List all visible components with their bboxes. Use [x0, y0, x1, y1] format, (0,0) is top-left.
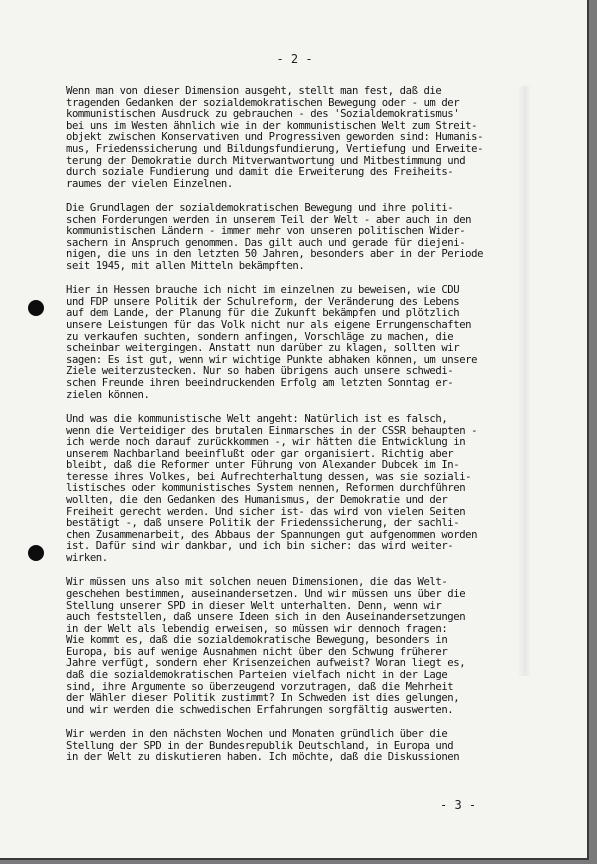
- text-line: auf dem Lande, der Planung für die Zukunft bekämpfen und plötzlich: [66, 308, 460, 320]
- text-line: sachern in Anspruch genommen. Das gilt auch und gerade für diejeni-: [66, 237, 466, 249]
- text-line: bei uns im Westen ähnlich wie in der kommunistischen Welt zum Streit-: [66, 120, 478, 132]
- text-line: nigen, die uns in den letzten 50 Jahren, besonders aber in der Periode: [66, 249, 484, 261]
- text-line: Wir müssen uns also mit solchen neuen Dimensionen, die das Welt-: [66, 577, 448, 589]
- text-line: teresse ihres Volkes, bei Aufrechterhaltung dessen, was sie soziali-: [66, 471, 472, 483]
- paragraph: [66, 285, 536, 401]
- text-line: Und was die kommunistische Welt angeht: Natürlich ist es falsch,: [66, 413, 448, 425]
- text-line: raumes der vielen Einzelnen.: [66, 178, 233, 190]
- text-line: terung der Demokratie durch Mitverwantwortung und Mitbestimmung und: [66, 155, 466, 167]
- text-line: scheinbar weitergingen. Anstatt nun darüber zu klagen, sollten wir: [66, 343, 460, 355]
- text-line: schen Forderungen werden in unserem Teil der Welt - aber auch in den: [66, 214, 472, 226]
- text-line: Wie kommt es, daß die sozialdemokratische Bewegung, besonders in: [66, 635, 448, 647]
- text-line: mus, Friedenssicherung und Bildungsfundierung, Vertiefung und Erweite-: [66, 143, 484, 155]
- text-line: tragenden Gedanken der sozialdemokratischen Bewegung oder - um der: [66, 97, 460, 109]
- text-line: bestätigt -, daß unsere Politik der Friedenssicherung, der sachli-: [66, 518, 460, 530]
- text-line: in der Welt zu diskutieren haben. Ich möchte, daß die Diskussionen: [66, 752, 460, 764]
- text-line: Ziele weiterzustecken. Nur so haben übrigens auch unsere schwedi-: [66, 366, 454, 378]
- text-line: wirken.: [66, 553, 108, 565]
- text-line: daß die sozialdemokratischen Parteien vielfach nicht in der Lage: [66, 670, 448, 682]
- text-line: zielen können.: [66, 389, 150, 401]
- punch-hole: [28, 300, 44, 316]
- text-line: seit 1945, mit allen Mitteln bekämpften.: [66, 261, 305, 272]
- text-line: Wir werden in den nächsten Wochen und Monaten gründlich über die: [66, 729, 448, 741]
- text-line: Europa, bis auf wenige Ausnahmen nicht über den Schwung früherer: [66, 646, 448, 658]
- text-line: unserem Nachbarland beeinflußt oder gar organisiert. Richtig aber: [66, 448, 454, 460]
- paragraph: [66, 729, 536, 764]
- text-line: Die Grundlagen der sozialdemokratischen Bewegung und ihre politi-: [66, 203, 454, 215]
- text-line: und FDP unsere Politik der Schulreform, der Veränderung des Lebens: [66, 296, 460, 308]
- text-line: sagen: Es ist gut, wenn wir wichtige Punkte abhaken können, um unsere: [66, 354, 478, 366]
- text-line: in der Welt als lebendig erweisen, so müssen wir dennoch fragen:: [66, 623, 448, 635]
- text-line: chen Zusammenarbeit, des Abbaus der Spannungen gut aufgenommen worden: [66, 529, 478, 541]
- text-line: Wenn man von dieser Dimension ausgeht, stellt man fest, daß die: [66, 86, 442, 97]
- text-line: durch soziale Fundierung und damit die Erweiterung des Freiheits-: [66, 167, 454, 179]
- paragraph: [66, 577, 536, 716]
- next-page-marker: - 3 -: [440, 798, 477, 812]
- text-line: wenn die Verteidiger des brutalen Einmarsches in der CSSR behaupten -: [66, 425, 478, 437]
- text-line: der Wähler dieser Politik zustimmt? In Schweden ist dies gelungen,: [66, 693, 460, 705]
- text-line: sind, ihre Argumente so überzeugend vorzutragen, daß die Mehrheit: [66, 681, 454, 693]
- text-line: Jahre verfügt, sondern eher Krisenzeichen aufweist? Woran liegt es,: [66, 658, 466, 670]
- text-line: ich werde noch darauf zurückkommen -, wir hätten die Entwicklung in: [66, 437, 466, 449]
- text-line: ist. Dafür sind wir dankbar, und ich bin sicher: das wird weiter-: [66, 541, 454, 553]
- text-line: auch feststellen, daß unsere Ideen sich in den Auseinandersetzungen: [66, 612, 466, 624]
- text-line: zu verkaufen suchten, sondern anfingen, Vorschläge zu machen, die: [66, 331, 454, 343]
- text-line: listisches oder kommunistisches System nennen, Reformen durchführen: [66, 483, 466, 495]
- text-line: wollten, die den Gedanken des Humanismus, der Demokratie und der: [66, 495, 448, 507]
- text-line: Freiheit gerecht werden. Und sicher ist- das wird von vielen Seiten: [66, 506, 466, 518]
- text-line: Stellung der SPD in der Bundesrepublik Deutschland, in Europa und: [66, 740, 454, 752]
- text-line: geschehen bestimmen, auseinandersetzen. Und wir müssen uns über die: [66, 588, 466, 600]
- text-line: schen Freunde ihren beeindruckenden Erfolg am letzten Sonntag er-: [66, 378, 454, 390]
- page-number: - 2 -: [276, 52, 313, 66]
- text-line: Stellung unserer SPD in dieser Welt unterhalten. Denn, wenn wir: [66, 600, 442, 612]
- text-line: objekt zwischen Konservativen und Progressiven geworden sind: Humanis-: [66, 132, 484, 144]
- text-line: kommunistischen Ländern - immer mehr von unseren politischen Wider-: [66, 226, 466, 238]
- text-line: bleibt, daß die Reformer unter Führung von Alexander Dubcek im In-: [66, 460, 460, 472]
- text-line: Hier in Hessen brauche ich nicht im einzelnen zu beweisen, wie CDU: [66, 285, 460, 297]
- punch-hole: [28, 545, 44, 561]
- paragraph: [66, 86, 536, 190]
- text-line: und wir werden die schwedischen Erfahrungen sorgfältig auswerten.: [66, 704, 454, 716]
- text-line: unsere Leistungen für das Volk nicht nur als eigene Errungenschaften: [66, 320, 472, 332]
- paragraph: [66, 203, 536, 273]
- body-text: [66, 86, 536, 777]
- paragraph: [66, 414, 536, 565]
- text-line: kommunistischen Ausdruck zu gebrauchen - des 'Sozialdemokratismus': [66, 109, 460, 121]
